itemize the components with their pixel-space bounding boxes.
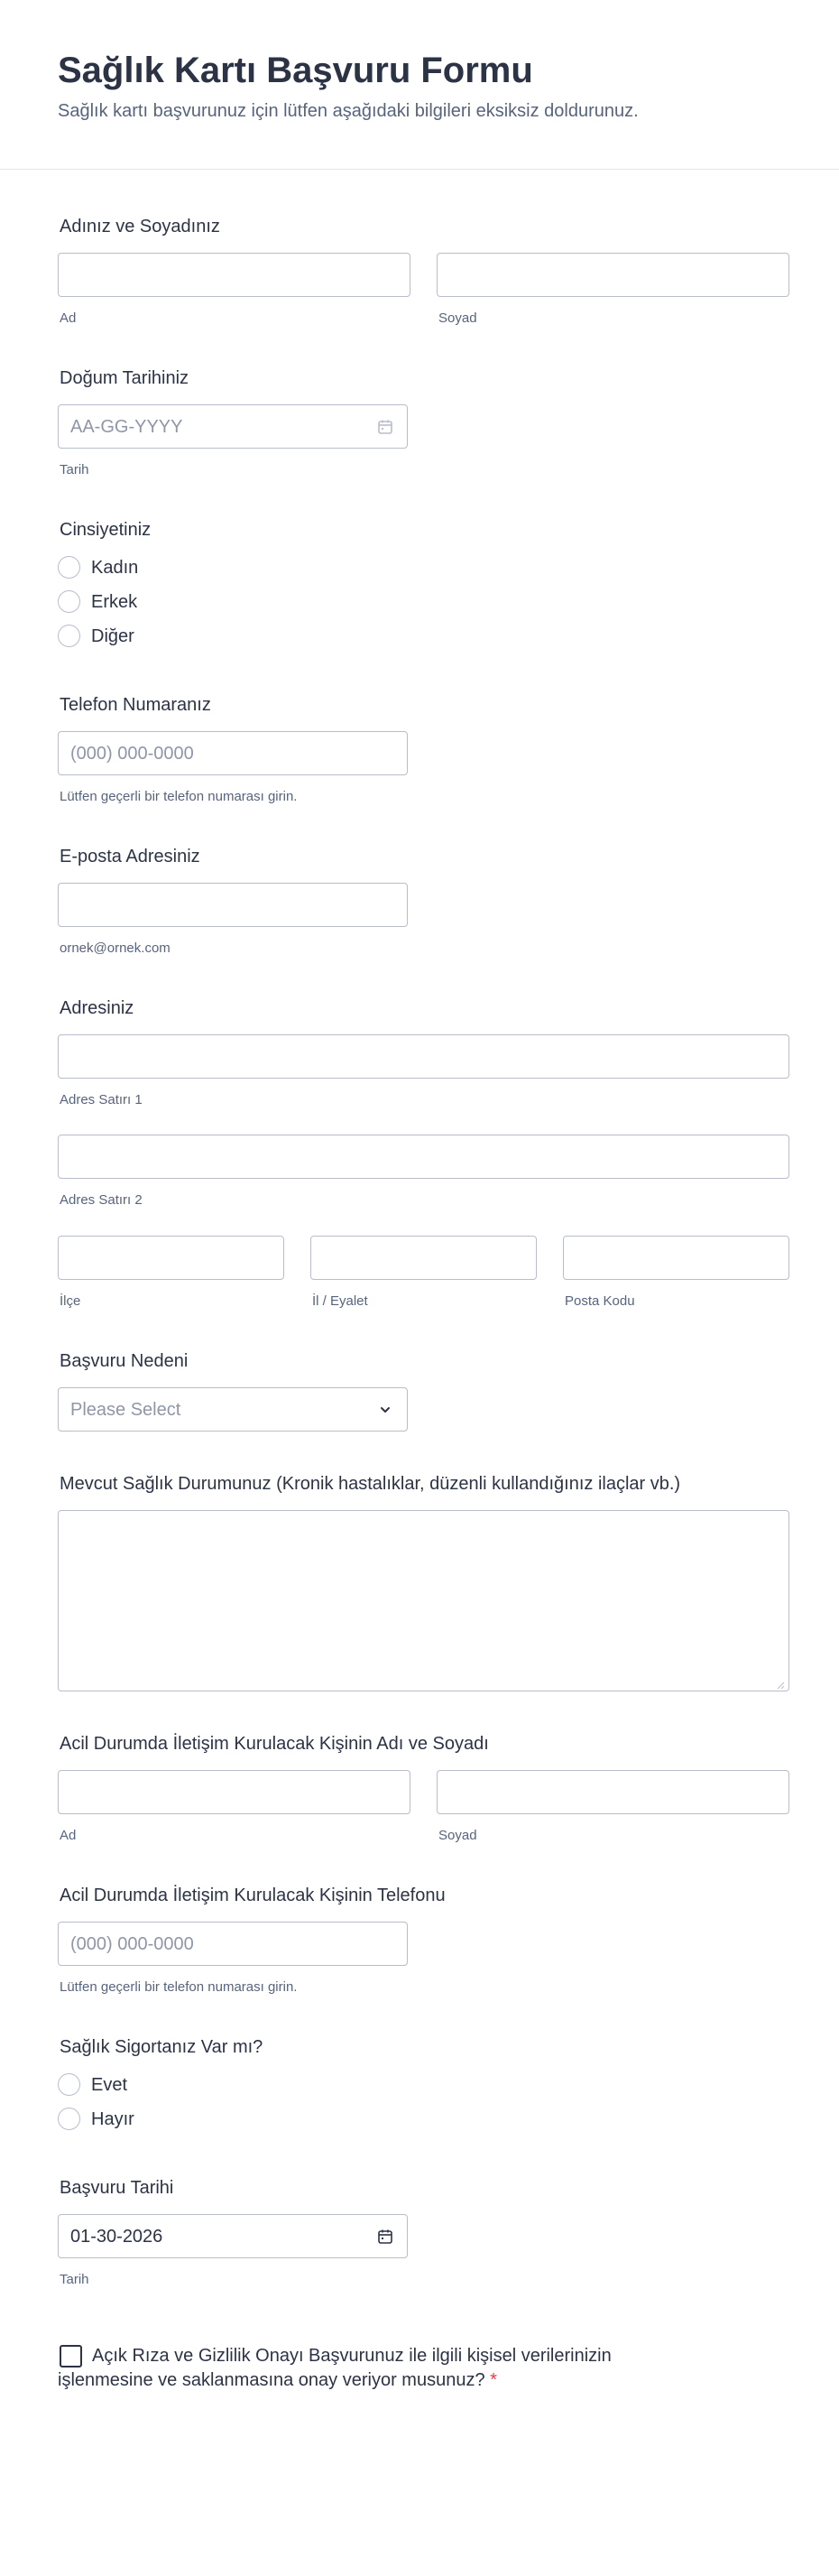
address-line2-sublabel: Adres Satırı 2 [60,1192,143,1208]
province-sublabel: İl / Eyalet [312,1293,368,1309]
birthdate-label: Doğum Tarihiniz [60,368,189,388]
radio-button[interactable] [58,2073,80,2096]
form-header [0,0,839,170]
emergency-name-label: Acil Durumda İletişim Kurulacak Kişinin Adı ve Soyadı [60,1734,489,1754]
phone-input[interactable] [58,731,408,775]
postal-code-sublabel: Posta Kodu [565,1293,635,1309]
application-date-input[interactable] [58,2214,408,2258]
radio-label: Diğer [91,626,134,646]
page-title: Sağlık Kartı Başvuru Formu [58,51,533,90]
district-input[interactable] [58,1236,284,1280]
emergency-phone-label: Acil Durumda İletişim Kurulacak Kişinin Telefonu [60,1886,446,1905]
consent-label: Açık Rıza ve Gizlilik Onayı Başvurunuz ile ilgili kişisel verilerinizin işlenmesine ve saklanmasına onay veriyor musunuz? [58,2346,612,2390]
radio-label: Kadın [91,558,139,578]
reason-label: Başvuru Nedeni [60,1351,189,1371]
emergency-last-name-sublabel: Soyad [438,1828,477,1843]
consent-text [58,2344,653,2393]
calendar-icon[interactable] [376,2228,394,2246]
district-sublabel: İlçe [60,1293,81,1309]
phone-label: Telefon Numaranız [60,695,211,715]
email-input[interactable] [58,883,408,927]
phone-placeholder: (000) 000-0000 [70,744,194,764]
address-label: Adresiniz [60,998,134,1018]
first-name-input[interactable] [58,253,410,297]
gender-label: Cinsiyetiniz [60,520,152,540]
birthdate-placeholder: AA-GG-YYYY [70,417,183,437]
health-label: Mevcut Sağlık Durumunuz (Kronik hastalıklar, düzenli kullandığınız ilaçlar vb.) [60,1474,681,1494]
page-subtitle: Sağlık kartı başvurunuz için lütfen aşağıdaki bilgileri eksiksiz doldurunuz. [58,101,639,121]
application-date-label: Başvuru Tarihi [60,2178,174,2198]
reason-placeholder: Please Select [70,1400,181,1420]
calendar-icon[interactable] [376,418,394,436]
insurance-label: Sağlık Sigortanız Var mı? [60,2037,263,2057]
province-input[interactable] [310,1236,537,1280]
birthdate-input[interactable] [58,404,408,449]
emergency-first-name-sublabel: Ad [60,1828,77,1843]
radio-button[interactable] [58,625,80,647]
application-date-sublabel: Tarih [60,2272,89,2287]
emergency-phone-input[interactable] [58,1922,408,1966]
application-date-value: 01-30-2026 [70,2227,163,2247]
radio-button[interactable] [58,590,80,613]
required-mark: * [490,2370,497,2390]
phone-sublabel: Lütfen geçerli bir telefon numarası girin. [60,789,298,804]
fullname-label: Adınız ve Soyadınız [60,217,220,236]
emergency-phone-sublabel: Lütfen geçerli bir telefon numarası girin. [60,1979,298,1995]
address-line1-sublabel: Adres Satırı 1 [60,1092,143,1107]
chevron-down-icon [376,1401,394,1419]
address-line1-input[interactable] [58,1034,789,1079]
birthdate-sublabel: Tarih [60,462,89,477]
emergency-phone-placeholder: (000) 000-0000 [70,1934,194,1954]
consent-checkbox[interactable] [60,2345,82,2368]
resize-grip-icon[interactable] [776,1678,785,1687]
first-name-sublabel: Ad [60,310,77,326]
reason-select[interactable] [58,1387,408,1432]
radio-label: Hayır [91,2109,134,2129]
emergency-last-name-input[interactable] [437,1770,789,1814]
email-label: E-posta Adresiniz [60,847,200,866]
address-line2-input[interactable] [58,1135,789,1179]
radio-label: Erkek [91,592,138,612]
email-sublabel: ornek@ornek.com [60,941,171,956]
radio-button[interactable] [58,556,80,579]
emergency-first-name-input[interactable] [58,1770,410,1814]
postal-code-input[interactable] [563,1236,789,1280]
health-textarea[interactable] [58,1510,789,1691]
radio-label: Evet [91,2075,128,2095]
last-name-input[interactable] [437,253,789,297]
last-name-sublabel: Soyad [438,310,477,326]
radio-button[interactable] [58,2108,80,2130]
